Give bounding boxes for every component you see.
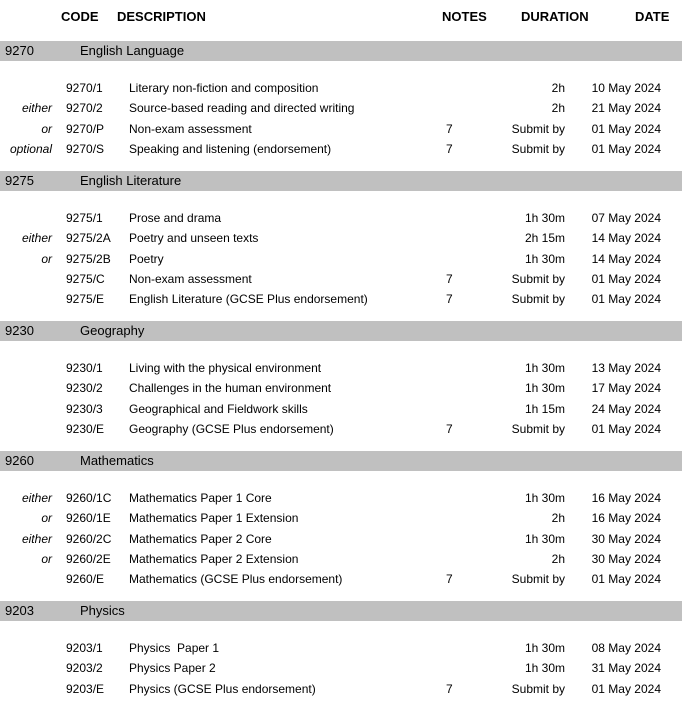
component-date: 16 May 2024	[591, 491, 661, 505]
component-code: 9260/2C	[66, 532, 112, 546]
table-row	[0, 657, 687, 677]
component-description: Prose and drama	[129, 211, 222, 225]
component-duration: Submit by	[511, 572, 565, 586]
table-row	[0, 418, 687, 438]
table-row	[0, 248, 687, 268]
component-date: 08 May 2024	[591, 641, 661, 655]
component-duration: 1h 30m	[524, 211, 565, 225]
component-code: 9260/1E	[66, 511, 111, 525]
option-label: either	[21, 231, 52, 245]
header-duration: DURATION	[521, 9, 589, 24]
component-description: Speaking and listening (endorsement)	[129, 142, 332, 156]
component-code: 9270/P	[66, 122, 105, 136]
component-duration: 1h 30m	[524, 491, 565, 505]
component-duration: Submit by	[511, 142, 565, 156]
component-date: 01 May 2024	[591, 422, 661, 436]
section-code: 9203	[5, 603, 34, 618]
component-notes: 7	[446, 122, 453, 136]
section-code: 9275	[5, 173, 34, 188]
component-notes: 7	[446, 292, 453, 306]
component-duration: 2h	[551, 81, 565, 95]
component-date: 31 May 2024	[591, 661, 661, 675]
table-row	[0, 548, 687, 568]
option-label: optional	[9, 142, 52, 156]
section-header-english-literature	[0, 171, 682, 191]
component-date: 01 May 2024	[591, 682, 661, 696]
component-date: 01 May 2024	[591, 142, 661, 156]
component-date: 01 May 2024	[591, 292, 661, 306]
table-row	[0, 637, 687, 657]
component-description: Geographical and Fieldwork skills	[129, 402, 308, 416]
component-code: 9275/C	[66, 272, 105, 286]
component-code: 9203/E	[66, 682, 105, 696]
component-date: 21 May 2024	[591, 101, 661, 115]
component-code: 9275/2A	[66, 231, 111, 245]
component-code: 9275/1	[66, 211, 103, 225]
component-description: English Literature (GCSE Plus endorsement)	[129, 292, 368, 306]
component-description: Source-based reading and directed writing	[129, 101, 355, 115]
section-name: Geography	[80, 323, 145, 338]
table-row	[0, 138, 687, 158]
component-code: 9260/E	[66, 572, 105, 586]
component-description: Poetry	[129, 252, 164, 266]
component-date: 24 May 2024	[591, 402, 661, 416]
table-row	[0, 357, 687, 377]
header-description: DESCRIPTION	[117, 9, 206, 24]
component-duration: 1h 30m	[524, 361, 565, 375]
table-row	[0, 207, 687, 227]
component-notes: 7	[446, 142, 453, 156]
option-label: either	[21, 491, 52, 505]
component-duration: Submit by	[511, 682, 565, 696]
component-date: 30 May 2024	[591, 532, 661, 546]
section-header-mathematics	[0, 451, 682, 471]
component-description: Physics Paper 1	[129, 641, 220, 655]
component-duration: Submit by	[511, 422, 565, 436]
component-code: 9203/2	[66, 661, 103, 675]
section-code: 9260	[5, 453, 34, 468]
component-code: 9230/3	[66, 402, 103, 416]
component-description: Non-exam assessment	[129, 122, 252, 136]
component-duration: 1h 30m	[524, 661, 565, 675]
table-row	[0, 528, 687, 548]
section-code: 9230	[5, 323, 34, 338]
component-description: Physics (GCSE Plus endorsement)	[129, 682, 316, 696]
table-row	[0, 568, 687, 588]
component-description: Poetry and unseen texts	[129, 231, 259, 245]
component-date: 01 May 2024	[591, 122, 661, 136]
component-description: Non-exam assessment	[129, 272, 252, 286]
component-description: Mathematics Paper 2 Extension	[129, 552, 299, 566]
table-row	[0, 288, 687, 308]
component-duration: 1h 30m	[524, 532, 565, 546]
table-row	[0, 507, 687, 527]
component-duration: Submit by	[511, 292, 565, 306]
component-duration: 1h 30m	[524, 641, 565, 655]
component-duration: Submit by	[511, 272, 565, 286]
component-duration: 2h 15m	[524, 231, 565, 245]
component-description: Mathematics Paper 2 Core	[129, 532, 272, 546]
option-label: or	[41, 511, 52, 525]
component-code: 9275/2B	[66, 252, 111, 266]
section-name: English Language	[80, 43, 185, 58]
section-header-geography	[0, 321, 682, 341]
component-date: 14 May 2024	[591, 231, 661, 245]
component-notes: 7	[446, 572, 453, 586]
component-description: Challenges in the human environment	[129, 381, 332, 395]
component-description: Literary non-fiction and composition	[129, 81, 319, 95]
table-row	[0, 268, 687, 288]
component-description: Mathematics (GCSE Plus endorsement)	[129, 572, 343, 586]
component-code: 9230/2	[66, 381, 103, 395]
header-date: DATE	[635, 9, 670, 24]
component-date: 01 May 2024	[591, 272, 661, 286]
component-notes: 7	[446, 682, 453, 696]
table-row	[0, 398, 687, 418]
table-row	[0, 118, 687, 138]
component-code: 9230/1	[66, 361, 103, 375]
table-row	[0, 678, 687, 698]
section-name: English Literature	[80, 173, 182, 188]
option-label: either	[21, 532, 52, 546]
header-code: CODE	[61, 9, 99, 24]
table-row	[0, 377, 687, 397]
component-notes: 7	[446, 422, 453, 436]
component-duration: 1h 30m	[524, 381, 565, 395]
component-date: 14 May 2024	[591, 252, 661, 266]
section-header-english-language	[0, 41, 682, 61]
option-label: either	[21, 101, 52, 115]
option-label: or	[41, 552, 52, 566]
component-code: 9260/1C	[66, 491, 112, 505]
component-duration: 2h	[551, 101, 565, 115]
component-duration: 1h 30m	[524, 252, 565, 266]
table-row	[0, 77, 687, 97]
component-code: 9270/2	[66, 101, 103, 115]
component-code: 9275/E	[66, 292, 105, 306]
component-duration: 2h	[551, 511, 565, 525]
component-date: 30 May 2024	[591, 552, 661, 566]
component-duration: Submit by	[511, 122, 565, 136]
component-code: 9270/1	[66, 81, 103, 95]
component-date: 01 May 2024	[591, 572, 661, 586]
component-duration: 1h 15m	[524, 402, 565, 416]
section-name: Mathematics	[80, 453, 154, 468]
component-code: 9270/S	[66, 142, 105, 156]
component-notes: 7	[446, 272, 453, 286]
component-description: Physics Paper 2	[129, 661, 216, 675]
component-date: 16 May 2024	[591, 511, 661, 525]
table-row	[0, 487, 687, 507]
component-date: 07 May 2024	[591, 211, 661, 225]
component-date: 17 May 2024	[591, 381, 661, 395]
header-notes: NOTES	[442, 9, 487, 24]
component-description: Living with the physical environment	[129, 361, 322, 375]
component-duration: 2h	[551, 552, 565, 566]
table-row	[0, 227, 687, 247]
section-name: Physics	[80, 603, 125, 618]
option-label: or	[41, 122, 52, 136]
component-description: Mathematics Paper 1 Core	[129, 491, 272, 505]
component-description: Mathematics Paper 1 Extension	[129, 511, 299, 525]
section-header-physics	[0, 601, 682, 621]
component-description: Geography (GCSE Plus endorsement)	[129, 422, 334, 436]
table-row	[0, 97, 687, 117]
option-label: or	[41, 252, 52, 266]
section-code: 9270	[5, 43, 34, 58]
component-date: 13 May 2024	[591, 361, 661, 375]
component-code: 9230/E	[66, 422, 105, 436]
component-date: 10 May 2024	[591, 81, 661, 95]
component-code: 9203/1	[66, 641, 103, 655]
component-code: 9260/2E	[66, 552, 111, 566]
